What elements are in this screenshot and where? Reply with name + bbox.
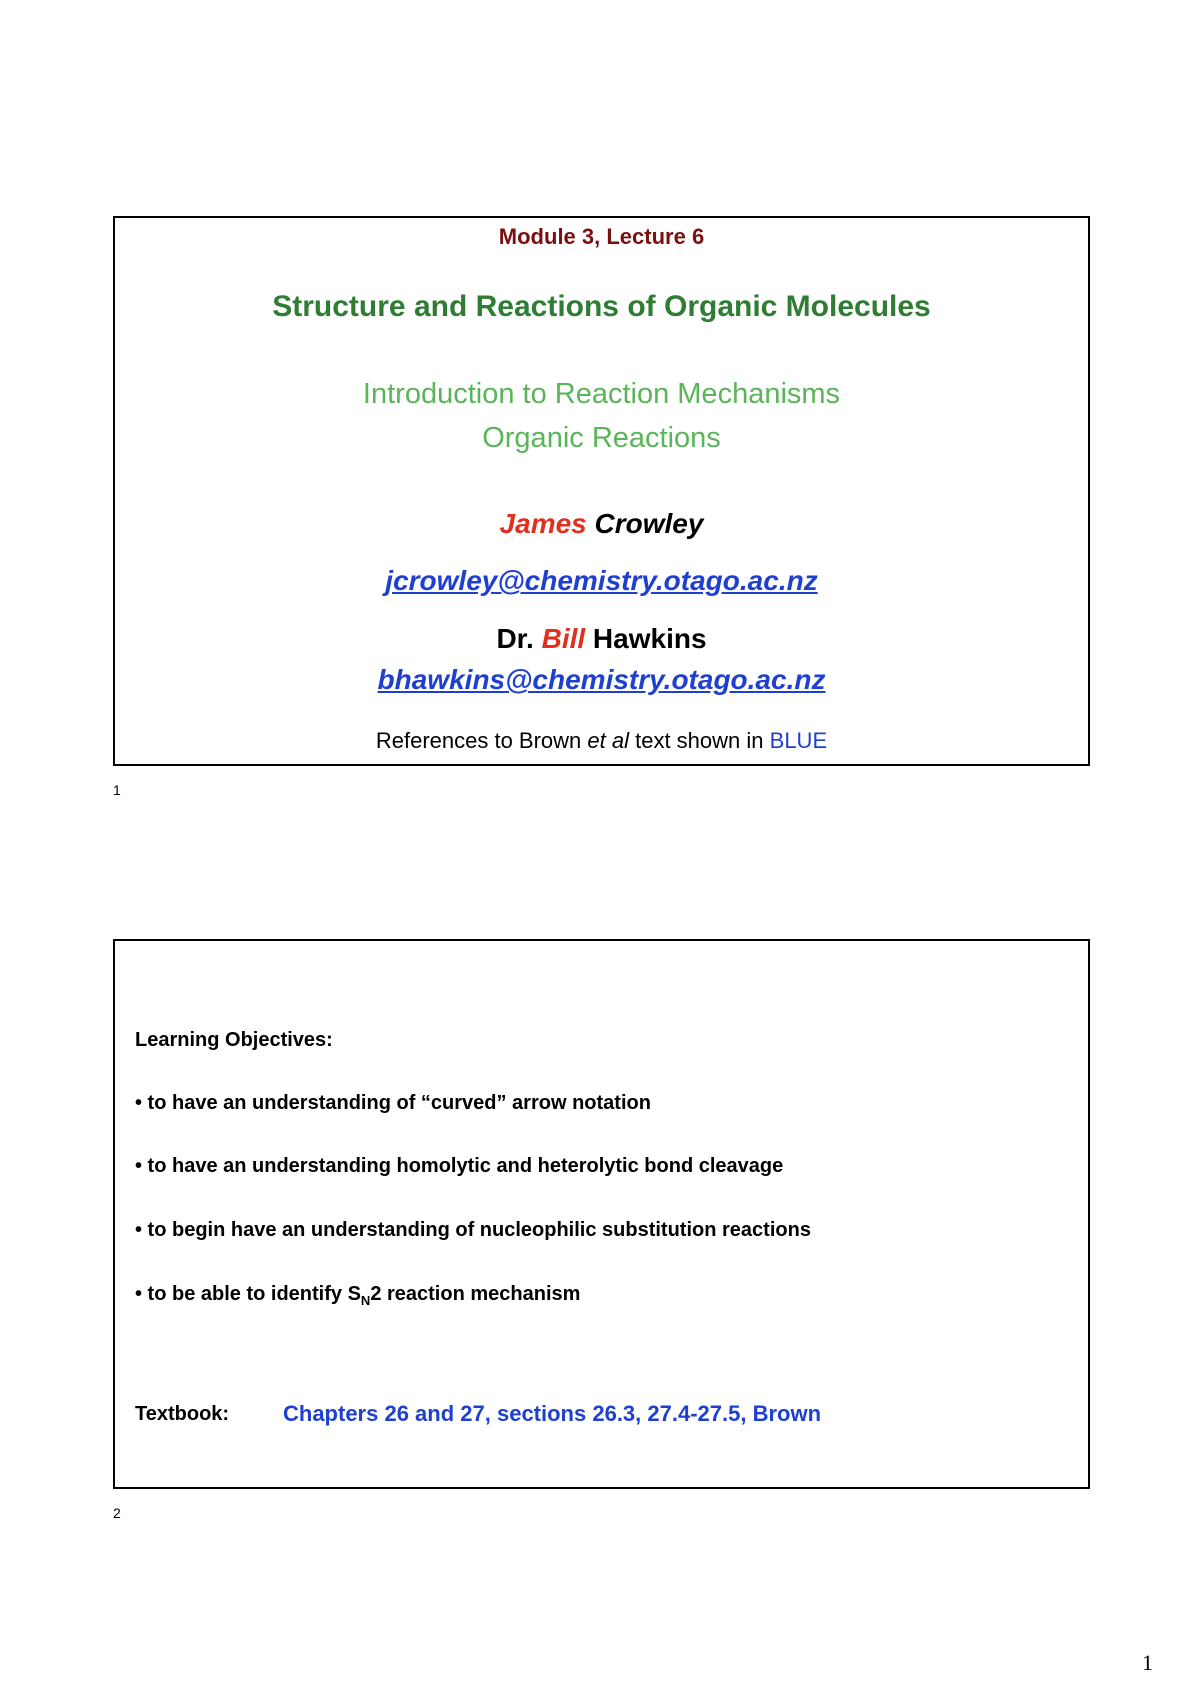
author-1-first-name: James (499, 508, 587, 539)
objective-item (135, 1283, 580, 1308)
slide-2-number: 2 (113, 1505, 121, 1521)
module-label: Module 3, Lecture 6 (498, 224, 705, 249)
author-2-email-link[interactable]: bhawkins@chemistry.otago.ac.nz (377, 664, 826, 695)
author-2-name (115, 623, 1088, 655)
author-2-last-name: Hawkins (585, 623, 707, 654)
slide-1-number: 1 (113, 782, 121, 798)
objective-4-post: 2 reaction mechanism (370, 1283, 581, 1305)
author-2-first-name: Bill (541, 623, 586, 654)
references-italic: et al (587, 728, 629, 753)
author-1-last-name: Crowley (586, 508, 704, 539)
lecture-title: Structure and Reactions of Organic Molecules (272, 290, 931, 323)
objective-item: • to begin have an understanding of nucleophilic substitution reactions (135, 1219, 811, 1241)
references-note (115, 728, 1088, 754)
objective-item: • to have an understanding homolytic and heterolytic bond cleavage (135, 1155, 784, 1177)
objective-item: • to have an understanding of “curved” arrow notation (135, 1092, 651, 1114)
subtitle-line-1: Introduction to Reaction Mechanisms (362, 378, 841, 410)
slide-2 (113, 939, 1090, 1489)
author-1-email-link[interactable]: jcrowley@chemistry.otago.ac.nz (385, 565, 818, 596)
references-mid: text shown in (629, 728, 770, 753)
textbook-label: Textbook: (135, 1403, 230, 1425)
objective-4-pre: • to be able to identify S (135, 1283, 361, 1305)
learning-objectives-heading: Learning Objectives: (135, 1029, 333, 1051)
page-number: 1 (1142, 1650, 1153, 1675)
objective-4-subscript: N (360, 1293, 371, 1308)
textbook-reference: Chapters 26 and 27, sections 26.3, 27.4-27.5, Brown (283, 1401, 822, 1426)
references-pre: References to Brown (375, 728, 588, 753)
slide-1 (113, 216, 1090, 766)
author-2-prefix: Dr. (496, 623, 542, 654)
author-1-name (115, 508, 1088, 540)
references-blue-word: BLUE (769, 728, 828, 753)
subtitle-line-2: Organic Reactions (482, 422, 721, 454)
